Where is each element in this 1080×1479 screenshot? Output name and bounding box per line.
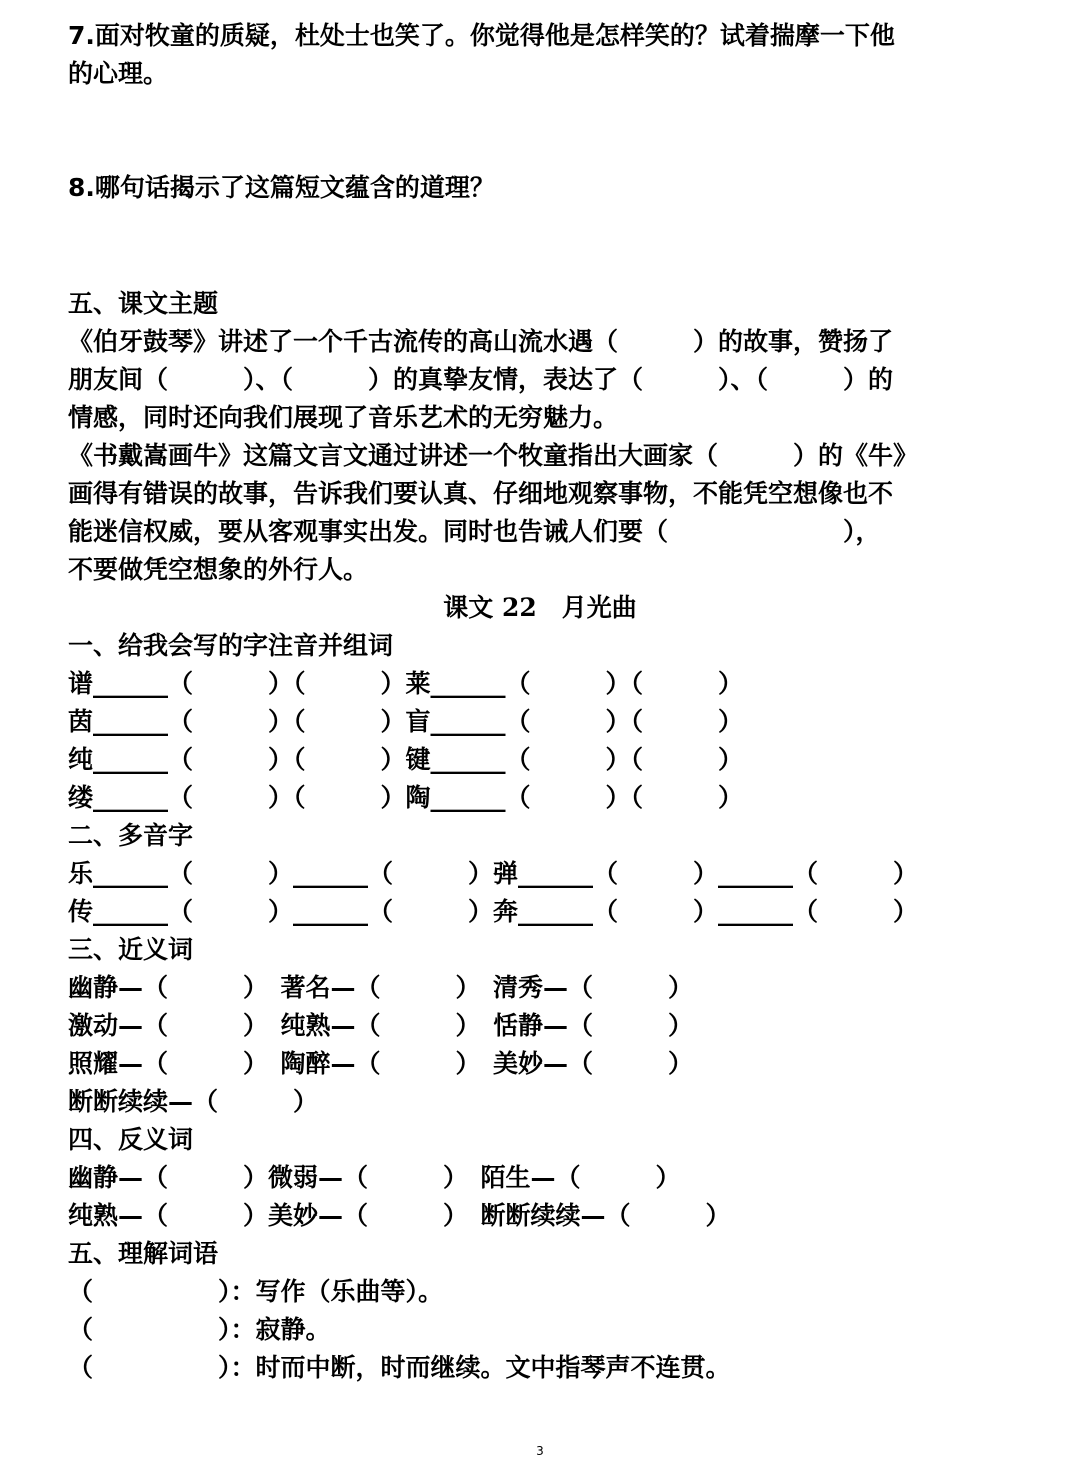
theme-line: 不要做凭空想象的外行人。 xyxy=(68,555,369,584)
theme-line: 《伯牙鼓琴》讲述了一个千古流传的高山流水遇（ ）的故事，赞扬了 xyxy=(68,327,894,356)
synonym-row: 激动—（ ） 纯熟—（ ） 恬静—（ ） xyxy=(68,1011,694,1040)
antonym-row: 纯熟—（ ）美妙—（ ） 断断续续—（ ） xyxy=(68,1201,731,1230)
theme-line: 朋友间（ ）、（ ）的真挚友情，表达了（ ）、（ ）的 xyxy=(68,365,894,394)
theme-line: 情感，同时还向我们展现了音乐艺术的无穷魅力。 xyxy=(68,403,619,432)
synonym-row: 断断续续—（ ） xyxy=(68,1087,319,1116)
pinyin-row: 纯______（ ）（ ）键______（ ）（ ） xyxy=(68,745,744,774)
antonym-row: 幽静—（ ）微弱—（ ） 陌生—（ ） xyxy=(68,1163,681,1192)
theme-line: 能迷信权威，要从客观事实出发。同时也告诫人们要（ ）， xyxy=(68,517,881,546)
synonym-row: 幽静—（ ） 著名—（ ） 清秀—（ ） xyxy=(68,973,694,1002)
synonym-row: 照耀—（ ） 陶醉—（ ） 美妙—（ ） xyxy=(68,1049,694,1078)
section-heading: 一、给我会写的字注音并组词 xyxy=(68,631,394,660)
polyphone-row: 乐______（ ）______（ ）弹______（ ）______（ ） xyxy=(68,859,919,888)
section-heading: 二、多音字 xyxy=(68,821,194,850)
page-number: 3 xyxy=(536,1444,544,1458)
q7-line-2: 的心理。 xyxy=(68,59,169,88)
theme-line: 画得有错误的故事，告诉我们要认真、仔细地观察事物，不能凭空想像也不 xyxy=(68,479,894,508)
pinyin-row: 缕______（ ）（ ）陶______（ ）（ ） xyxy=(68,783,744,812)
definition-row: （ ）：时而中断，时而继续。文中指琴声不连贯。 xyxy=(68,1353,731,1382)
definition-row: （ ）：寂静。 xyxy=(68,1315,331,1344)
pinyin-row: 茵______（ ）（ ）盲______（ ）（ ） xyxy=(68,707,744,736)
pinyin-row: 谱______（ ）（ ）莱______（ ）（ ） xyxy=(68,669,744,698)
polyphone-row: 传______（ ）______（ ）奔______（ ）______（ ） xyxy=(68,897,919,926)
theme-heading: 五、课文主题 xyxy=(68,289,219,318)
definition-row: （ ）：写作（乐曲等）。 xyxy=(68,1277,444,1306)
section-heading: 五、理解词语 xyxy=(68,1239,219,1268)
lesson-title: 课文 22 月光曲 xyxy=(443,593,637,622)
q8-line: 8.哪句话揭示了这篇短文蕴含的道理？ xyxy=(68,173,495,202)
section-heading: 四、反义词 xyxy=(68,1125,194,1154)
section-heading: 三、近义词 xyxy=(68,935,194,964)
theme-line: 《书戴嵩画牛》这篇文言文通过讲述一个牧童指出大画家（ ）的《牛》 xyxy=(68,441,919,470)
q7-line-1: 7.面对牧童的质疑，杜处士也笑了。你觉得他是怎样笑的？试着揣摩一下他 xyxy=(68,21,895,50)
